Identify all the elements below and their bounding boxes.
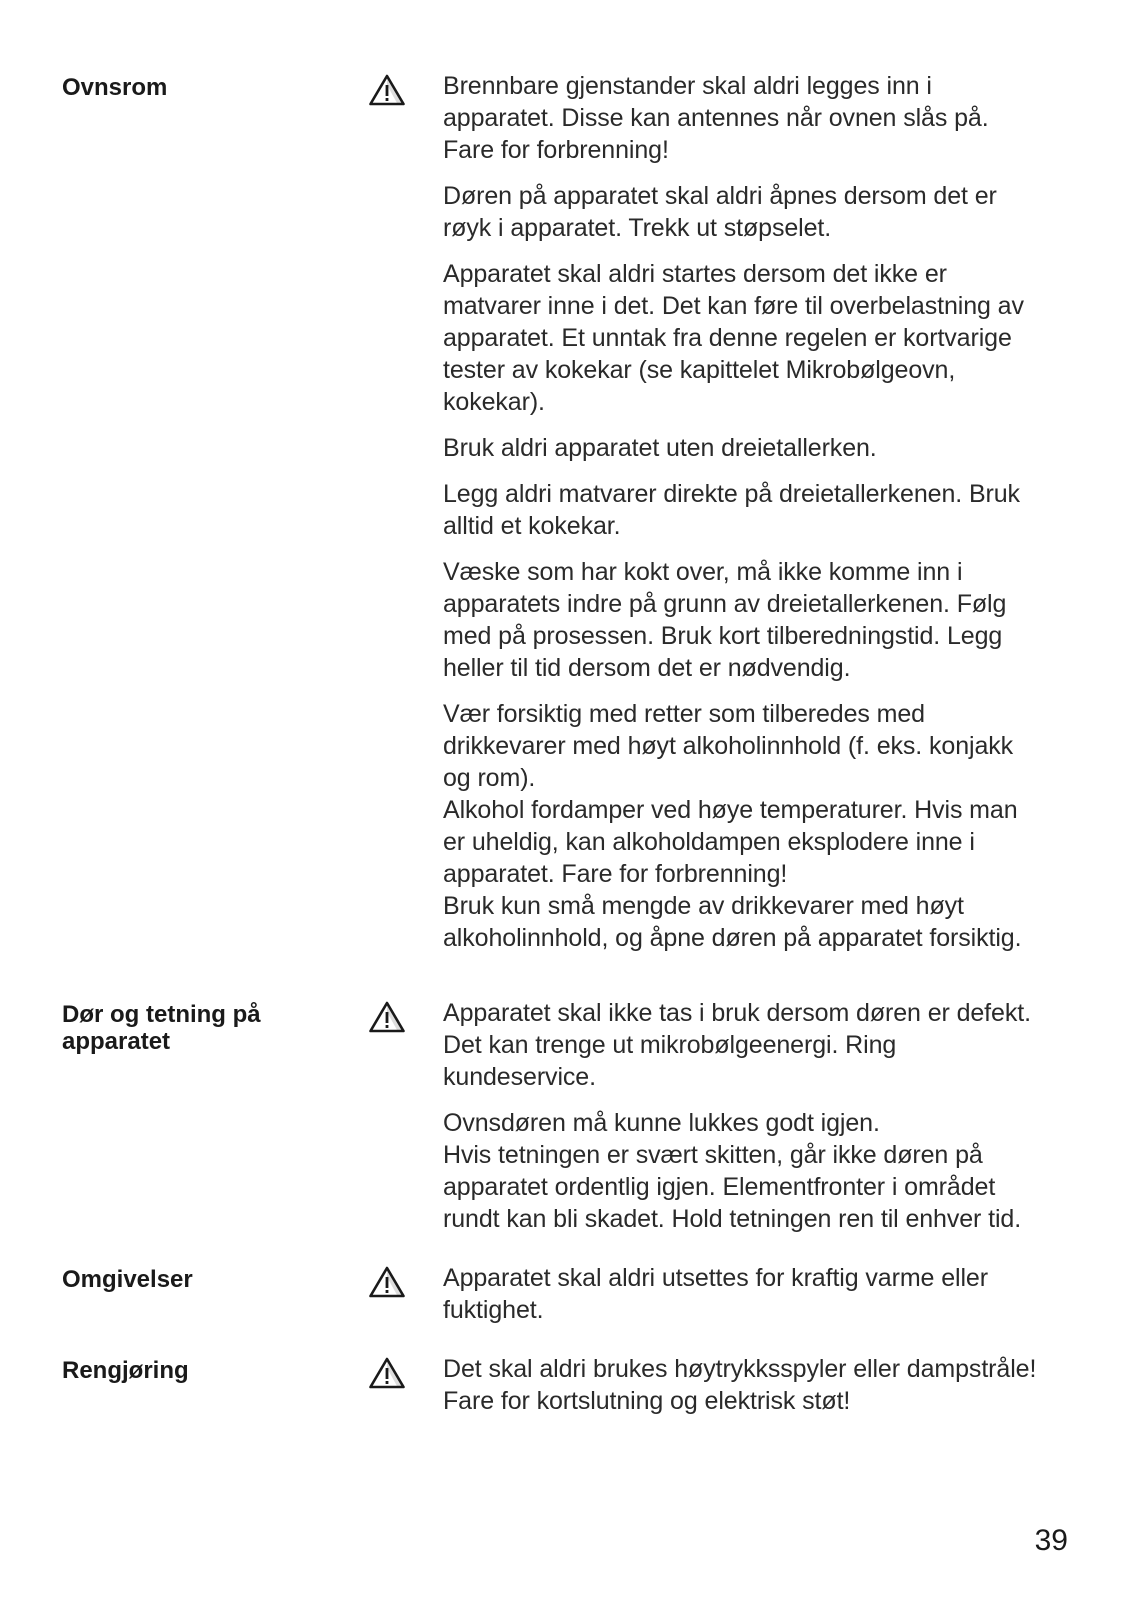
paragraph: Døren på apparatet skal aldri åpnes dersom det er røyk i apparatet. Trekk ut støpselet. xyxy=(443,182,997,242)
section-heading: Ovnsrom xyxy=(62,74,168,101)
warning-triangle-icon xyxy=(368,1356,406,1390)
section-body xyxy=(443,70,1123,968)
section-heading: Omgivelser xyxy=(62,1266,193,1293)
paragraph: Apparatet skal ikke tas i bruk dersom døren er defekt. Det kan trenge ut mikrobølgeenergi. Ring kundeservice. xyxy=(443,999,1031,1091)
paragraph: Bruk aldri apparatet uten dreietallerken. xyxy=(443,434,877,462)
paragraph: Det skal aldri brukes høytrykksspyler eller dampstråle! Fare for kortslutning og elektrisk støt! xyxy=(443,1355,1037,1415)
warning-triangle-icon xyxy=(368,1000,406,1034)
section-heading: Rengjøring xyxy=(62,1357,189,1384)
section-body xyxy=(443,1262,1123,1340)
section-body xyxy=(443,1353,1123,1431)
page-number: 39 xyxy=(1034,1524,1068,1557)
paragraph: Apparatet skal aldri utsettes for kraftig varme eller fuktighet. xyxy=(443,1264,988,1324)
warning-triangle-icon xyxy=(368,1265,406,1299)
paragraph: Apparatet skal aldri startes dersom det ikke er matvarer inne i det. Det kan føre til overbelastning av apparatet. Et unntak fra denne regelen er kortvarige tester av kokekar (se kapittelet Mikrobølgeovn, kokekar). xyxy=(443,260,1024,416)
paragraph: Legg aldri matvarer direkte på dreietallerkenen. Bruk alltid et kokekar. xyxy=(443,480,1020,540)
warning-triangle-icon xyxy=(368,73,406,107)
section-body xyxy=(443,997,1123,1249)
paragraph: Væske som har kokt over, må ikke komme inn i apparatets indre på grunn av dreietallerkenen. Følg med på prosessen. Bruk kort tilberedningstid. Legg heller til tid dersom det er nødvendig. xyxy=(443,558,1007,682)
paragraph: Brennbare gjenstander skal aldri legges inn i apparatet. Disse kan antennes når ovnen slås på. Fare for forbrenning! xyxy=(443,72,989,164)
section-heading: Dør og tetning på apparatet xyxy=(62,1001,261,1055)
paragraph: Vær forsiktig med retter som tilberedes med drikkevarer med høyt alkoholinnhold (f. eks. konjakk og rom). Alkohol fordamper ved høye temperaturer. Hvis man er uheldig, kan alkoholdampen eksplodere inne i apparatet. Fare for forbrenning! Bruk kun små mengde av drikkevarer med høyt alkoholinnhold, og åpne døren på apparatet forsiktig. xyxy=(443,700,1022,952)
paragraph: Ovnsdøren må kunne lukkes godt igjen. Hvis tetningen er svært skitten, går ikke døren på apparatet ordentlig igjen. Elementfronter i området rundt kan bli skadet. Hold tetningen ren til enhver tid. xyxy=(443,1109,1022,1233)
